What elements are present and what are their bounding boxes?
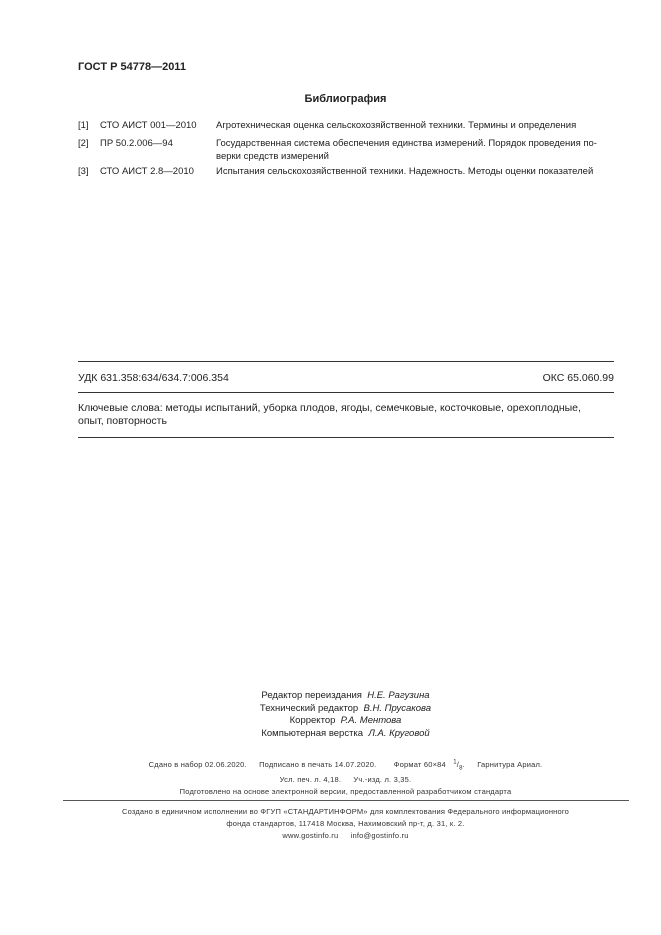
standard-id: ГОСТ Р 54778—2011 <box>78 61 186 73</box>
credit-name: Н.Е. Рагузина <box>367 690 430 701</box>
print-info-line <box>0 774 661 786</box>
divider <box>78 437 614 438</box>
keywords <box>78 402 618 428</box>
credit-line <box>0 728 661 741</box>
format-denominator: 8 <box>459 765 463 771</box>
submitted-date: Сдано в набор 02.06.2020. <box>148 759 247 769</box>
divider <box>63 800 629 801</box>
footer-line: фонда стандартов, 117418 Москва, Нахимовский пр-т, д. 31, к. 2. <box>226 819 465 828</box>
credit-role: Технический редактор <box>259 702 359 714</box>
entry-description: Агротехническая оценка сельскохозяйственной техники. Термины и определения <box>216 120 577 131</box>
entry-code: ПР 50.2.006—94 <box>100 138 173 149</box>
credit-name: Р.А. Ментова <box>340 715 402 726</box>
entry-number: [3] <box>78 166 89 177</box>
credit-line <box>0 715 661 728</box>
credit-role: Компьютерная верстка <box>261 727 364 739</box>
udk-code: УДК 631.358:634/634.7:006.354 <box>78 372 229 384</box>
keywords-line: опыт, повторность <box>78 415 167 427</box>
publisher-footer <box>0 806 661 842</box>
credits-block <box>0 690 661 740</box>
paper-format-prefix: Формат 60×84 <box>393 759 446 769</box>
paper-format: Формат 60×84 $^1/_8$. <box>393 759 465 771</box>
email-link[interactable]: info@gostinfo.ru <box>350 831 409 840</box>
entry-number: [2] <box>78 138 89 149</box>
credit-role: Корректор <box>289 715 336 726</box>
bibliography-title: Библиография <box>304 93 387 105</box>
publishing-sheets: Уч.-изд. л. 3,35. <box>353 775 412 784</box>
keywords-line: Ключевые слова: методы испытаний, уборка плодов, ягоды, семечковые, косточковые, орехоплодные, <box>78 402 581 414</box>
entry-description: Испытания сельскохозяйственной техники. Надежность. Методы оценки показателей <box>216 166 594 177</box>
print-info <box>0 756 661 798</box>
oks-code: ОКС 65.060.99 <box>542 372 614 384</box>
entry-code: СТО АИСТ 2.8—2010 <box>100 166 194 177</box>
entry-description-line: верки средств измерений <box>216 150 329 162</box>
credit-name: Л.А. Круговой <box>368 727 430 739</box>
font-info: Гарнитура Ариал. <box>477 759 543 769</box>
divider <box>78 361 614 362</box>
footer-contacts <box>0 830 661 842</box>
divider <box>78 392 614 393</box>
footer-line: Создано в единичном исполнении во ФГУП «СТАНДАРТИНФОРМ» для комплектования Федерального информационного <box>121 807 570 816</box>
credit-line <box>0 690 661 703</box>
credit-role: Редактор переиздания <box>261 690 362 701</box>
entry-code: СТО АИСТ 001—2010 <box>100 120 197 131</box>
entry-description <box>216 138 616 163</box>
signed-date: Подписано в печать 14.07.2020. <box>259 759 377 769</box>
website-link[interactable]: www.gostinfo.ru <box>282 831 339 840</box>
print-info-line <box>0 756 661 774</box>
credit-line <box>0 703 661 716</box>
prepared-note: Подготовлено на основе электронной версии, предоставленной разработчиком стандарта <box>179 787 512 796</box>
printed-sheets: Усл. печ. л. 4,18. <box>279 775 342 784</box>
format-numerator: 1 <box>453 759 457 765</box>
credit-name: В.Н. Прусакова <box>363 702 432 714</box>
entry-number: [1] <box>78 120 89 131</box>
entry-description-line: Государственная система обеспечения единства измерений. Порядок проведения по- <box>216 138 597 149</box>
